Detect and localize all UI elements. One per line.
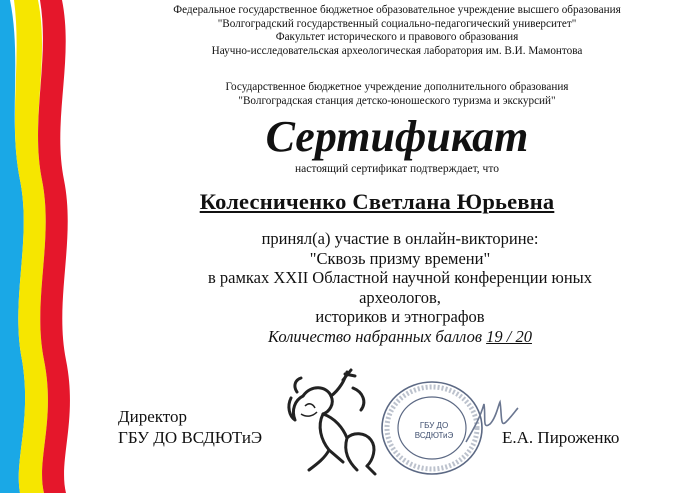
stamp-line: ВСДЮТиЭ	[414, 431, 454, 440]
body-line: "Сквозь призму времени"	[309, 248, 491, 268]
score-value: 19 / 20	[486, 326, 532, 346]
certificate-subtitle: настоящий сертификат подтверждает, что	[295, 163, 499, 175]
header-line: Факультет исторического и правового образования	[275, 31, 519, 43]
body-line: историков и этнографов	[315, 307, 485, 327]
station-header	[100, 81, 694, 108]
score-line	[120, 327, 680, 347]
score-label: Количество набранных баллов	[268, 326, 487, 346]
certificate-title: Сертификат	[265, 112, 529, 161]
body-line: археологов,	[359, 287, 441, 307]
university-header	[100, 4, 694, 58]
signer-position	[118, 406, 262, 448]
body-line: в рамках XXII Областной научной конференции юных	[207, 268, 593, 288]
header-line: Научно-исследовательская археологическая лаборатория им. В.И. Мамонтова	[211, 44, 583, 57]
stamp-line: ГБУ ДО	[419, 421, 449, 430]
certificate-body	[120, 229, 680, 347]
position-organization: ГБУ ДО ВСДЮТиЭ	[118, 428, 263, 447]
header-line: "Волгоградский государственный социально-педагогический университет"	[217, 17, 577, 30]
tricolor-ribbons-decoration	[0, 0, 90, 493]
signer-name: Е.А. Пироженко	[502, 428, 620, 447]
header-line: Государственное бюджетное учреждение дополнительного образования	[225, 81, 569, 93]
recipient-name: Колесниченко Светлана Юрьевна	[199, 189, 555, 214]
body-line: принял(а) участие в онлайн-викторине:	[261, 229, 539, 248]
header-line: "Волгоградская станция детско-юношеского туризма и экскурсий"	[238, 94, 556, 107]
header-line: Федеральное государственное бюджетное образовательное учреждение высшего образования	[173, 4, 621, 16]
position-title: Директор	[118, 407, 187, 426]
